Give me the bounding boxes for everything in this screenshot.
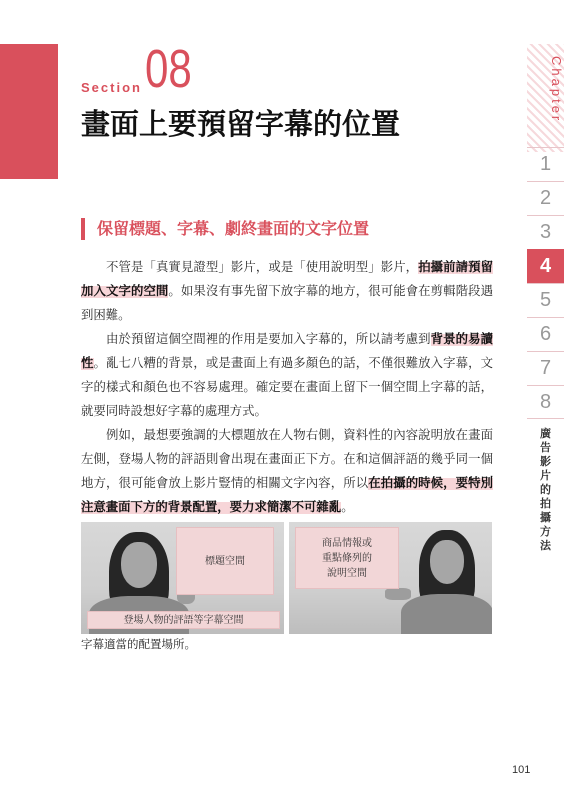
- vertical-title-char: 法: [540, 539, 551, 552]
- example-photo-right: [289, 522, 492, 634]
- example-photo-left: [81, 522, 284, 634]
- highlight-text: 拍攝前請預留加入文字的空間: [81, 259, 494, 298]
- paragraph-1: [81, 255, 493, 327]
- chapter-tab-4-active[interactable]: 4: [527, 249, 564, 283]
- person-face: [430, 540, 464, 584]
- person-face: [121, 542, 157, 588]
- chapter-tabs: [527, 147, 564, 419]
- text-run: 。亂七八糟的背景，或是畫面上有過多顏色的話，不僅很難放入字幕，文字的樣式和顏色也不容易處理。確定要在畫面上留下一個空間上字幕的話，就要同時設想好字幕的處理方式。: [81, 355, 494, 418]
- chapter-tab-8[interactable]: 8: [527, 385, 564, 419]
- person-body: [401, 594, 492, 634]
- vertical-title-char: 影: [540, 455, 551, 468]
- text-run: 不管是「真實見證型」影片，或是「使用說明型」影片，: [106, 259, 419, 274]
- paragraph-2: [81, 327, 493, 423]
- section-heading: 保留標題、字幕、劇終畫面的文字位置: [81, 218, 369, 240]
- info-space-box: [295, 527, 399, 589]
- chapter-tab-3[interactable]: 3: [527, 215, 564, 249]
- chapter-vertical-title: [527, 418, 564, 553]
- info-line: 重點條列的: [322, 552, 372, 564]
- paragraph-3: [81, 423, 493, 519]
- person-pointing-hand: [385, 588, 411, 600]
- chapter-tab-1[interactable]: 1: [527, 147, 564, 181]
- text-run: 例如，最想要強調的大標題放在人物右側，資料性的內容說明放在畫面左側，登場人物的評語則會出現在畫面正下方。在和這個評語的幾乎同一個地方，很可能會放上影片豎情的相關文字內容，所以: [81, 427, 493, 490]
- info-line: 說明空間: [327, 567, 367, 579]
- corner-accent-block: [0, 44, 58, 179]
- page-number: 101: [512, 764, 531, 776]
- info-space-label: [322, 536, 372, 581]
- info-line: 商品情報或: [322, 537, 372, 549]
- vertical-title-char: 片: [540, 469, 551, 482]
- page-title: 畫面上要預留字幕的位置: [81, 107, 401, 141]
- figure-caption: 字幕適當的配置場所。: [81, 637, 196, 651]
- chapter-tab-2[interactable]: 2: [527, 181, 564, 215]
- chapter-tab-5[interactable]: 5: [527, 283, 564, 317]
- vertical-title-char: 攝: [540, 511, 551, 524]
- chapter-label: Chapter: [549, 56, 564, 124]
- vertical-title-char: 拍: [540, 497, 551, 510]
- vertical-title-char: 告: [540, 441, 551, 454]
- vertical-title-char: 廣: [540, 427, 551, 440]
- section-label: Section: [81, 80, 142, 95]
- text-run: 由於預留這個空間裡的作用是要加入字幕的，所以請考慮到: [106, 331, 431, 346]
- chapter-tab-6[interactable]: 6: [527, 317, 564, 351]
- text-run: 。如果沒有事先留下放字幕的地方，很可能會在剪輯階段遇到困難。: [81, 283, 494, 322]
- title-space-box: [176, 527, 274, 595]
- body-text: [81, 255, 493, 519]
- comment-space-box: [87, 611, 280, 629]
- chapter-tab-7[interactable]: 7: [527, 351, 564, 385]
- title-space-label: 標題空間: [205, 555, 245, 567]
- vertical-title-char: 的: [540, 483, 551, 496]
- section-number: 08: [145, 39, 192, 99]
- highlight-text: 在拍攝的時候，要特別注意畫面下方的背景配置，要力求簡潔不可雜亂: [81, 475, 494, 514]
- comment-space-label: 登場人物的評語等字幕空間: [123, 614, 244, 626]
- highlight-text: 背景的易讀性: [81, 331, 494, 370]
- text-run: 。: [341, 499, 354, 514]
- vertical-title-char: 方: [540, 525, 551, 538]
